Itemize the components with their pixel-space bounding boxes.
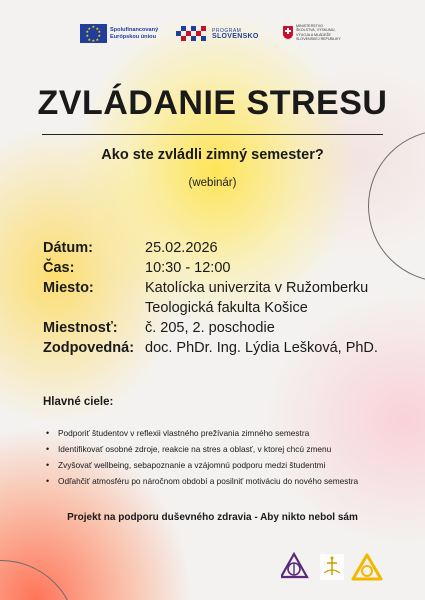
event-format: (webinár) — [188, 177, 237, 189]
event-details — [43, 238, 378, 358]
room-label: Miestnosť: — [43, 320, 118, 336]
poster-subtitle: Ako ste zvládli zimný semester? — [101, 147, 324, 163]
goal-item: • Odľahčiť atmosféru po náročnom období a posilniť motiváciu do nového semestra — [46, 476, 358, 492]
goal-item: • Identifikovať osobné zdroje, reakcie na stres a oblasť, v ktorej chcú zmenu — [46, 444, 358, 460]
time-value: 10:30 - 12:00 — [145, 260, 231, 276]
program-slovensko-mark-icon — [176, 25, 208, 42]
poster-title: ZVLÁDANIE STRESU — [37, 84, 388, 122]
place-faculty: Teologická fakulta Košice — [145, 300, 308, 316]
time-row — [43, 258, 378, 278]
program-slovensko-logo — [176, 25, 259, 42]
faculty-logo — [320, 554, 344, 580]
university-logo — [281, 554, 307, 577]
ministry-logo — [283, 24, 356, 42]
time-label: Čas: — [43, 260, 75, 276]
goals-list — [46, 428, 358, 492]
eu-caption: Spolufinancovaný Európskou úniou — [110, 27, 159, 40]
goal-item: • Zvyšovať wellbeing, sebapoznanie a vzájomnú podporu medzi študentmi — [46, 460, 358, 476]
responsible-row — [43, 338, 378, 358]
place-row — [43, 278, 378, 318]
goals-heading: Hlavné ciele: — [43, 396, 114, 408]
room-row — [43, 318, 378, 338]
ministry-crest-icon — [283, 26, 293, 39]
place-university: Katolícka univerzita v Ružomberku — [145, 280, 369, 296]
responsible-label: Zodpovedná: — [43, 340, 135, 356]
ministry-caption: MINISTERSTVO ŠKOLSTVA, VÝSKUMU, VÝVOJA A MLÁDEŽE SLOVENSKEJ REPUBLIKY — [296, 24, 341, 42]
goal-item: • Podporiť študentov v reflexii vlastného prežívania zimného semestra — [46, 428, 358, 444]
partner-logos — [281, 552, 391, 582]
responsible-value: doc. PhDr. Ing. Lýdia Lešková, PhD. — [145, 340, 378, 356]
eu-flag-icon: ★ ★ ★ ★ ★ ★ ★ ★ ★ ★ — [80, 24, 107, 43]
title-divider — [42, 134, 383, 135]
date-value: 25.02.2026 — [145, 240, 218, 256]
place-label: Miesto: — [43, 280, 94, 296]
place-value — [145, 278, 368, 318]
header-logos — [0, 24, 425, 48]
room-value: č. 205, 2. poschodie — [145, 320, 275, 336]
date-row — [43, 238, 378, 258]
project-logo — [353, 555, 381, 579]
decorative-circle-left — [0, 560, 77, 600]
eu-logo — [80, 24, 158, 43]
program-slovensko-caption: PROGRAM SLOVENSKO — [212, 27, 259, 40]
date-label: Dátum: — [43, 240, 93, 256]
project-tagline: Projekt na podporu duševného zdravia - Aby nikto nebol sám — [67, 512, 358, 523]
